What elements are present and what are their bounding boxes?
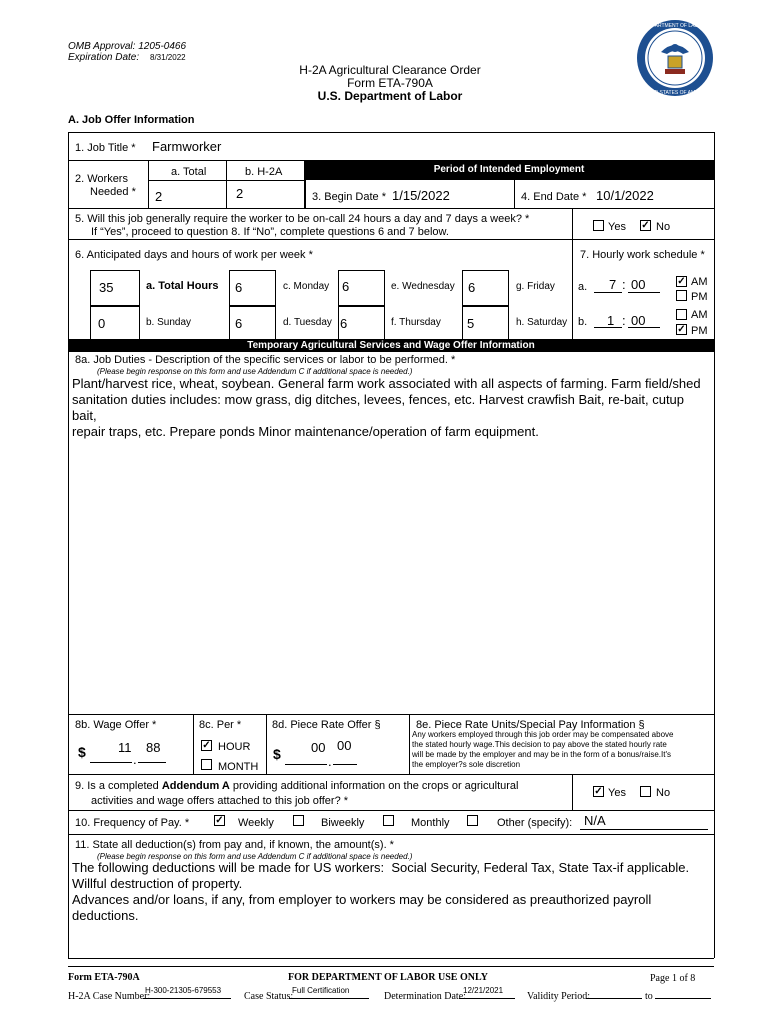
wage-dollar-sign: $ — [78, 744, 86, 760]
job-duties-note: (Please begin response on this form and use Addendum C if additional space is needed.) — [97, 367, 413, 376]
case-status-field[interactable]: Full Certification — [292, 986, 350, 995]
tuesday-label: d. Tuesday — [283, 317, 332, 328]
deductions-note: (Please begin response on this form and use Addendum C if additional space is needed.) — [97, 852, 413, 861]
schedule-a-pm-label: PM — [691, 291, 708, 303]
q5-yes-label: Yes — [608, 221, 626, 233]
schedule-b-pm-label: PM — [691, 325, 708, 337]
validity-end-field[interactable] — [655, 986, 711, 999]
job-title-field[interactable]: Farmworker — [152, 139, 222, 154]
footer-form-name: Form ETA-790A — [68, 972, 140, 983]
monday-left-field[interactable]: 6 — [235, 280, 243, 295]
per-month-label: MONTH — [218, 761, 259, 773]
case-status-label: Case Status: — [244, 991, 294, 1002]
q7-label: 7. Hourly work schedule * — [580, 249, 705, 261]
begin-date-label: 3. Begin Date * — [312, 191, 386, 203]
q9-no-label: No — [656, 787, 671, 799]
begin-date-field[interactable]: 1/15/2022 — [392, 188, 450, 203]
form-title: H-2A Agricultural Clearance Order — [299, 63, 481, 77]
workers-needed-label-2: Needed * — [90, 186, 136, 198]
schedule-a-pm-checkbox[interactable] — [676, 290, 687, 301]
workers-needed-label: 2. Workers — [75, 173, 128, 185]
deductions-field[interactable]: The following deductions will be made for US workers: Social Security, Federal Tax, State Tax-if applicable. Willful destruction of property. Advances and/or loans, if any, from employer to workers may be considered as preauthorized payroll deductions. — [72, 860, 690, 923]
sunday-field[interactable]: 0 — [98, 316, 106, 331]
biweekly-label: Biweekly — [321, 817, 365, 829]
q9-no-checkbox[interactable] — [640, 786, 651, 797]
wednesday-field[interactable]: 6 — [468, 280, 476, 295]
wage-dollars-field[interactable]: 11 — [118, 740, 132, 755]
schedule-b-min[interactable]: 00 — [631, 313, 646, 328]
schedule-a-min[interactable]: 00 — [631, 277, 646, 292]
q9-question: 9. Is a completed Addendum A providing additional information on the crops or agricultural — [75, 780, 519, 792]
weekly-checkbox[interactable]: ✓ — [215, 815, 224, 826]
q9-yes-label: Yes — [608, 787, 626, 799]
form-number: Form ETA-790A — [347, 76, 433, 90]
workers-total-field[interactable]: 2 — [155, 189, 163, 204]
wage-cents-field[interactable]: 88 — [146, 740, 161, 755]
per-month-checkbox[interactable] — [201, 759, 212, 770]
schedule-a-am-label: AM — [691, 276, 708, 288]
dol-seal-icon — [635, 18, 715, 98]
case-number-label: H-2A Case Number: — [68, 991, 151, 1002]
department-name: U.S. Department of Labor — [317, 89, 463, 103]
deductions-label: 11. State all deduction(s) from pay and, if known, the amount(s). * — [75, 839, 394, 851]
job-duties-field[interactable]: Plant/harvest rice, wheat, soybean. General farm work associated with all aspects of farming. Farm field/shed sanitation duties includes: mow grass, dig ditches, levees, fences, etc. Harvest crawfish Bait, re-bait, cutup bait, repair traps, etc. Prepare ponds Minor maintenance/operation of farm equipment. — [72, 376, 701, 439]
seal-text-bottom: UNITED STATES OF AMERICA — [639, 90, 711, 96]
piece-rate-dollars-field[interactable]: 00 — [311, 740, 326, 755]
other-frequency-field[interactable]: N/A — [584, 813, 606, 828]
seal-text-top: DEPARTMENT OF LABOR — [644, 23, 706, 29]
tuesday-left-field[interactable]: 6 — [235, 316, 243, 331]
q5-yes-checkbox[interactable] — [593, 220, 604, 231]
thursday-label: f. Thursday — [391, 317, 441, 328]
workers-total-header: a. Total — [171, 166, 207, 178]
workers-h2a-header: b. H-2A — [245, 166, 283, 178]
wednesday-label: e. Wednesday — [391, 281, 455, 292]
tuesday-field[interactable]: 6 — [340, 316, 348, 331]
q6-label: 6. Anticipated days and hours of work per week * — [75, 249, 313, 261]
other-label: Other (specify): — [497, 817, 573, 829]
workers-h2a-field[interactable]: 2 — [236, 186, 244, 201]
schedule-a-colon: : — [622, 277, 626, 292]
schedule-b-pm-checkbox[interactable]: ✓ — [677, 324, 686, 335]
schedule-a-am-checkbox[interactable]: ✓ — [677, 276, 686, 287]
schedule-b-am-label: AM — [691, 309, 708, 321]
q5-instruction: If “Yes”, proceed to question 8. If “No”, complete questions 6 and 7 below. — [91, 226, 449, 238]
omb-approval: OMB Approval: 1205-0466 — [68, 41, 187, 52]
schedule-b-label: b. — [578, 316, 588, 328]
monday-label: c. Monday — [283, 281, 330, 292]
q5-no-label: No — [656, 221, 671, 233]
schedule-b-hour[interactable]: 1 — [607, 313, 615, 328]
monthly-label: Monthly — [411, 817, 450, 829]
sunday-label: b. Sunday — [146, 317, 192, 328]
footer-page-number: Page 1 of 8 — [650, 973, 696, 984]
end-date-label: 4. End Date * — [521, 191, 587, 203]
biweekly-checkbox[interactable] — [293, 815, 304, 826]
monthly-checkbox[interactable] — [383, 815, 394, 826]
validity-to-label: to — [645, 991, 653, 1002]
end-date-field[interactable]: 10/1/2022 — [596, 188, 654, 203]
period-of-employment-bar: Period of Intended Employment — [304, 160, 714, 180]
piece-rate-cents-field[interactable]: 00 — [337, 738, 352, 753]
expiration-label: Expiration Date: — [68, 52, 140, 63]
saturday-label: h. Saturday — [516, 317, 568, 328]
job-title-label: 1. Job Title * — [75, 142, 136, 154]
section-a-title: A. Job Offer Information — [68, 114, 195, 126]
piece-rate-units-field[interactable]: Any workers employed through this job order may be compensated above the stated hourly wage.This decision to pay above the stated hourly rate will be made by the employer and may be in the form of a bonus/raise.It's the employer?s sole discretion — [412, 730, 674, 769]
q9-question-2: activities and wage offers attached to this job offer? * — [91, 795, 349, 807]
friday-label: g. Friday — [516, 281, 555, 292]
determination-date-field[interactable]: 12/21/2021 — [463, 986, 504, 995]
piece-rate-units-label: 8e. Piece Rate Units/Special Pay Information § — [416, 719, 645, 731]
q5-question: 5. Will this job generally require the worker to be on-call 24 hours a day and 7 days a week? * — [75, 213, 530, 225]
total-hours-label: a. Total Hours — [146, 280, 219, 292]
schedule-a-hour[interactable]: 7 — [609, 277, 617, 292]
schedule-b-am-checkbox[interactable] — [676, 309, 687, 320]
per-hour-label: HOUR — [218, 741, 251, 753]
piece-rate-dollar-sign: $ — [273, 746, 281, 762]
frequency-label: 10. Frequency of Pay. * — [75, 817, 190, 829]
monday-field[interactable]: 6 — [342, 279, 350, 294]
job-duties-label: 8a. Job Duties - Description of the specific services or labor to be performed. * — [75, 354, 456, 366]
wage-offer-label: 8b. Wage Offer * — [75, 719, 157, 731]
q5-no-checkbox[interactable]: ✓ — [641, 220, 650, 231]
schedule-b-colon: : — [622, 313, 626, 328]
total-hours-field[interactable]: 35 — [99, 280, 114, 295]
footer-dol-use: FOR DEPARTMENT OF LABOR USE ONLY — [288, 972, 488, 983]
thursday-field[interactable]: 5 — [467, 316, 475, 331]
per-hour-checkbox[interactable]: ✓ — [202, 740, 211, 751]
case-number-field[interactable]: H-300-21305-679553 — [145, 986, 222, 995]
determination-date-label: Determination Date: — [384, 991, 466, 1002]
expiration-date: 8/31/2022 — [150, 53, 186, 62]
piece-rate-label: 8d. Piece Rate Offer § — [272, 719, 381, 731]
per-label: 8c. Per * — [199, 719, 242, 731]
validity-start-field[interactable] — [586, 986, 642, 999]
q9-yes-checkbox[interactable]: ✓ — [594, 786, 603, 797]
other-checkbox[interactable] — [467, 815, 478, 826]
schedule-a-label: a. — [578, 281, 588, 293]
temporary-services-bar: Temporary Agricultural Services and Wage Offer Information — [68, 339, 714, 352]
validity-period-label: Validity Period: — [527, 991, 591, 1002]
weekly-label: Weekly — [238, 817, 274, 829]
